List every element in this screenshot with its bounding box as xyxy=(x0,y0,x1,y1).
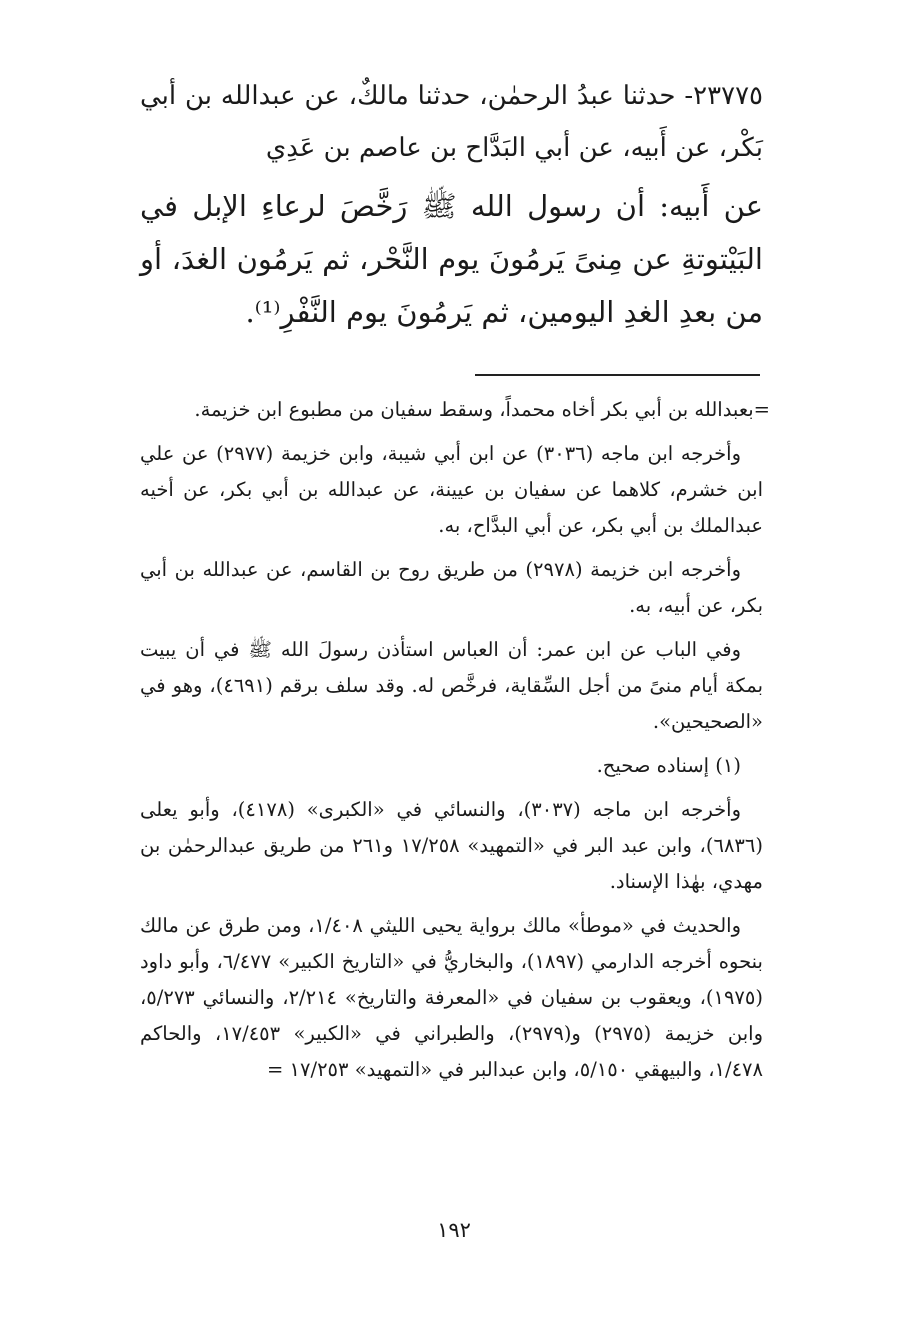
page-number: ١٩٢ xyxy=(437,1218,471,1242)
hadith-isnad: ٢٣٧٧٥- حدثنا عبدُ الرحمٰن، حدثنا مالكٌ، عن عبدالله بن أبي بَكْر، عن أَبيه، عن أبي البَدَّاح بن عاصم بن عَدِي xyxy=(140,81,763,163)
footnotes xyxy=(140,392,770,1088)
footnote-separator xyxy=(475,374,760,376)
hadith-matn: عن أَبيه: أن رسول الله ﷺ رَخَّصَ لرعاءِ الإبل في البَيْتوتةِ عن مِنىً يَرمُونَ يوم النَّحْر، ثم يَرمُون الغدَ، أو من بعدِ الغدِ اليومين، ثم يَرمُونَ يوم النَّفْرِ⁽¹⁾. xyxy=(140,189,763,329)
footnote-paragraph: وفي الباب عن ابن عمر: أن العباس استأذن رسولَ الله ﷺ في أن يبيت بمكة أيام منىً من أجل السِّقاية، فرخَّص له. وقد سلف برقم (٤٦٩١)، وهو في «الصحيحين». xyxy=(140,638,763,733)
footnote-paragraph: (١) إسناده صحيح. xyxy=(596,754,741,777)
footnote-paragraph: وأخرجه ابن خزيمة (٢٩٧٨) من طريق روح بن القاسم، عن عبدالله بن أبي بكر، عن أبيه، به. xyxy=(140,558,763,617)
footnote-paragraph: والحديث في «موطأ» مالك برواية يحيى الليثي ١/٤٠٨، ومن طرق عن مالك بنحوه أخرجه الدارمي (١٨٩٧)، والبخاريُّ في «التاريخ الكبير» ٦/٤٧٧، وأبو داود (١٩٧٥)، ويعقوب بن سفيان في «المعرفة والتاريخ» ٢/٢١٤، والنسائي ٥/٢٧٣، وابن خزيمة (٢٩٧٥) و(٢٩٧٩)، والطبراني في «الكبير» ١٧/٤٥٣، والحاكم ١/٤٧٨، والبيهقي ٥/١٥٠، وابن عبدالبر في «التمهيد» ١٧/٢٥٣ = xyxy=(140,914,763,1081)
hadith-block xyxy=(140,70,763,339)
footnote-paragraph: وأخرجه ابن ماجه (٣٠٣٦) عن ابن أبي شيبة، وابن خزيمة (٢٩٧٧) عن علي ابن خشرم، كلاهما عن سفيان بن عيينة، عن عبدالله بن أبي بكر، عن أخيه عبدالملك بن أبي بكر، عن أبي البدَّاح، به. xyxy=(140,442,763,537)
footnote-paragraph: وأخرجه ابن ماجه (٣٠٣٧)، والنسائي في «الكبرى» (٤١٧٨)، وأبو يعلى (٦٨٣٦)، وابن عبد البر في «التمهيد» ١٧/٢٥٨ و٢٦١ من طريق عبدالرحمٰن بن مهدي، بهٰذا الإسناد. xyxy=(140,798,763,893)
footnote-paragraph: =بعبدالله بن أبي بكر أخاه محمداً، وسقط سفيان من مطبوع ابن خزيمة. xyxy=(194,398,770,421)
